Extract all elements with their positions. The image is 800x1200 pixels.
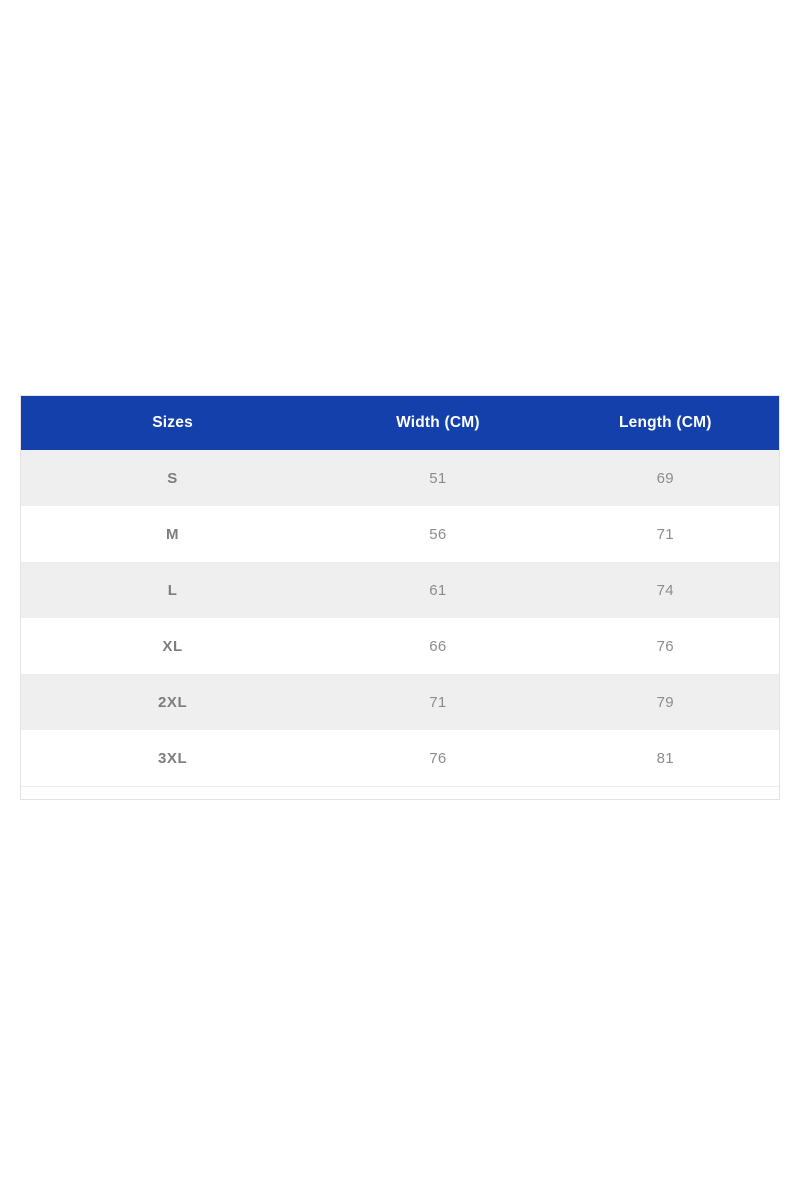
cell-width: 71 [324, 674, 551, 730]
column-header-sizes: Sizes [21, 396, 324, 450]
cell-length: 71 [552, 506, 779, 562]
cell-length: 79 [552, 674, 779, 730]
cell-length: 76 [552, 618, 779, 674]
cell-length: 74 [552, 562, 779, 618]
table-row [21, 450, 779, 506]
cell-width: 61 [324, 562, 551, 618]
table-row [21, 562, 779, 618]
table-row [21, 506, 779, 562]
cell-size: 3XL [21, 730, 324, 786]
cell-width: 66 [324, 618, 551, 674]
cell-size: 2XL [21, 674, 324, 730]
cell-size: S [21, 450, 324, 506]
size-chart-table-container [20, 395, 780, 800]
cell-width: 56 [324, 506, 551, 562]
table-header [21, 396, 779, 450]
cell-size: XL [21, 618, 324, 674]
cell-size: L [21, 562, 324, 618]
table-row [21, 730, 779, 786]
cell-size: M [21, 506, 324, 562]
cell-length: 69 [552, 450, 779, 506]
table-row [21, 618, 779, 674]
table-header-row [21, 396, 779, 450]
column-header-width: Width (CM) [324, 396, 551, 450]
table-row [21, 674, 779, 730]
table-body [21, 450, 779, 786]
cell-width: 76 [324, 730, 551, 786]
table-bottom-edge [21, 786, 779, 799]
cell-length: 81 [552, 730, 779, 786]
column-header-length: Length (CM) [552, 396, 779, 450]
size-chart-table [21, 396, 779, 786]
cell-width: 51 [324, 450, 551, 506]
